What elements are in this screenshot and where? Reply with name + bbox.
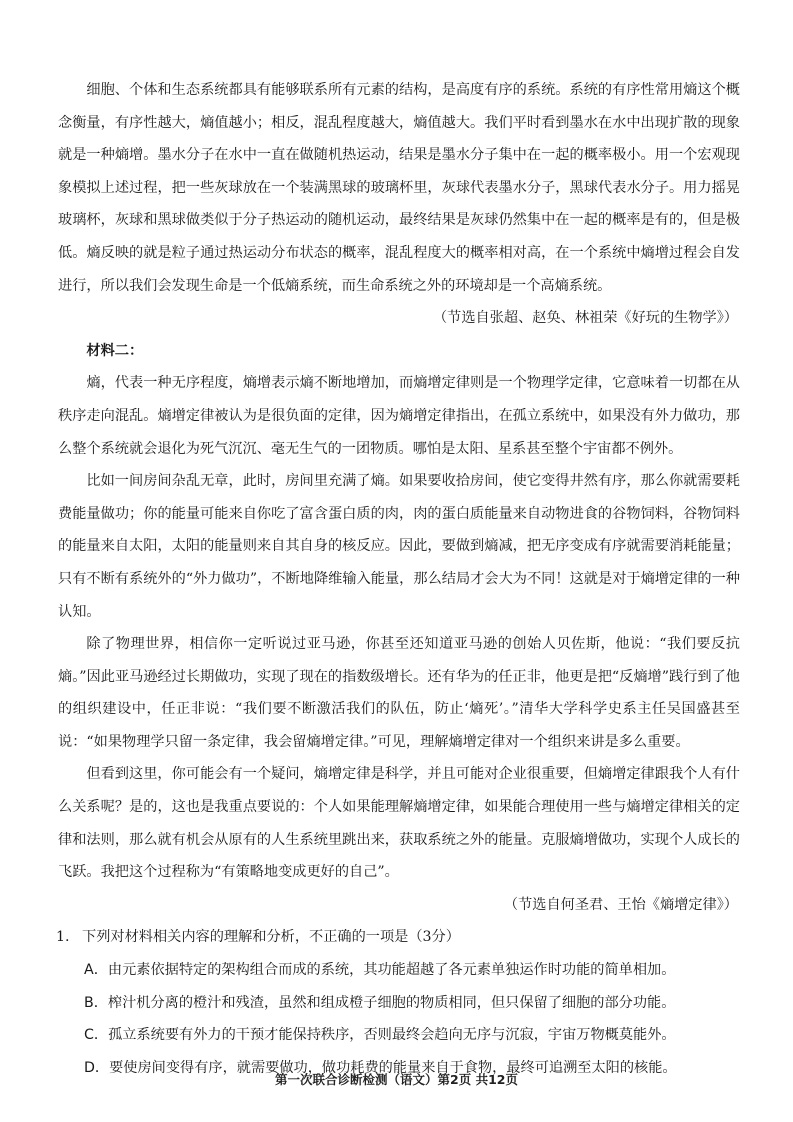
material1-source: （节选自张超、赵奂、林祖荣《好玩的生物学》） [432, 310, 738, 327]
material2-paragraph-2: 比如一间房间杂乱无章，此时，房间里充满了熵。如果要收拾房间，使它变得井然有序，那么你就需要耗费能量做功；你的能量可能来自你吃了富含蛋白质的肉，肉的蛋白质能量来自动物进食的谷物饲料，谷物饲料的能量来自太阳，太阳的能量则来自其自身的核反应。因此，要做到熵减，把无序变成有序就需要消耗能量；只有不断有系统外的“外力做功”，不断地降维输入能量，那么结局才会大为不同！这就是对于熵增定律的一种认知。 [58, 473, 740, 620]
page-footer: 第一次联合诊断检测（语文）第2页 共12页 [275, 1072, 518, 1087]
question-1-stem-row [56, 921, 740, 954]
question-1-option-c: C．孤立系统要有外力的干预才能保持秩序，否则最终会趋向无序与沉寂，宇宙万物概莫能外。 [84, 1027, 676, 1044]
material2-paragraph-3: 除了物理世界，相信你一定听说过亚马逊，你甚至还知道亚马逊的创始人贝佐斯，他说：“我们要反抗熵。”因此亚马逊经过长期做功，实现了现在的指数级增长。还有华为的任正非，他更是把“反熵增”践行到了他的组织建设中，任正非说：“我们要不断激活我们的队伍，防止‘熵死’。”清华大学科学史系主任吴国盛甚至说：“如果物理学只留一条定律，我会留熵增定律。”可见，理解熵增定律对一个组织来讲是多么重要。 [58, 636, 740, 750]
question-1-option-b: B．榨汁机分离的橙汁和残渣，虽然和组成橙子细胞的物质相同，但只保留了细胞的部分功能。 [84, 994, 676, 1011]
material1-paragraph: 细胞、个体和生态系统都具有能够联系所有元素的结构，是高度有序的系统。系统的有序性常用熵这个概念衡量，有序性越大，熵值越小；相反，混乱程度越大，熵值越大。我们平时看到墨水在水中出现扩散的现象就是一种熵增。墨水分子在水中一直在做随机热运动，结果是墨水分子集中在一起的概率极小。用一个宏观现象模拟上述过程，把一些灰球放在一个装满黑球的玻璃杯里，灰球代表墨水分子，黑球代表水分子。用力摇晃玻璃杯，灰球和黑球做类似于分子热运动的随机运动，最终结果是灰球仍然集中在一起的概率是有的，但是极低。熵反映的就是粒子通过热运动分布状态的概率，混乱程度大的概率相对高，在一个系统中熵增过程会自发进行，所以我们会发现生命是一个低熵系统，而生命系统之外的环境却是一个高熵系统。 [58, 82, 740, 294]
question-1-option-d: D．要使房间变得有序，就需要做功，做功耗费的能量来自于食物，最终可追溯至太阳的核能。 [84, 1059, 677, 1076]
question-1-options [58, 954, 740, 1084]
material2-source: （节选自何圣君、王怡《熵增定律》） [503, 896, 738, 913]
question-1-stem: 下列对材料相关内容的理解和分析，不正确的一项是（3分） [82, 929, 460, 946]
question-1 [58, 921, 740, 1084]
page-content [58, 74, 740, 1084]
material2-paragraph-4: 但看到这里，你可能会有一个疑问，熵增定律是科学，并且可能对企业很重要，但熵增定律跟我个人有什么关系呢？是的，这也是我重点要说的：个人如果能理解熵增定律，如果能合理使用一些与熵增定律相关的定律和法则，那么就有机会从原有的人生系统里跳出来，获取系统之外的能量。克服熵增做功，实现个人成长的飞跃。我把这个过程称为“有策略地变成更好的自己”。 [58, 766, 740, 881]
question-1-option-a: A．由元素依据特定的架构组合而成的系统，其功能超越了各元素单独运作时功能的简单相加。 [84, 962, 676, 979]
material2-heading: 材料二： [86, 342, 144, 359]
question-1-number: 1. [56, 929, 70, 946]
material2-paragraph-1: 熵，代表一种无序程度，熵增表示熵不断地增加，而熵增定律则是一个物理学定律，它意味着一切都在从秩序走向混乱。熵增定律被认为是很负面的定律，因为熵增定律指出，在孤立系统中，如果没有外力做功，那么整个系统就会退化为死气沉沉、毫无生气的一团物质。哪怕是太阳、星系甚至整个宇宙都不例外。 [58, 375, 740, 457]
